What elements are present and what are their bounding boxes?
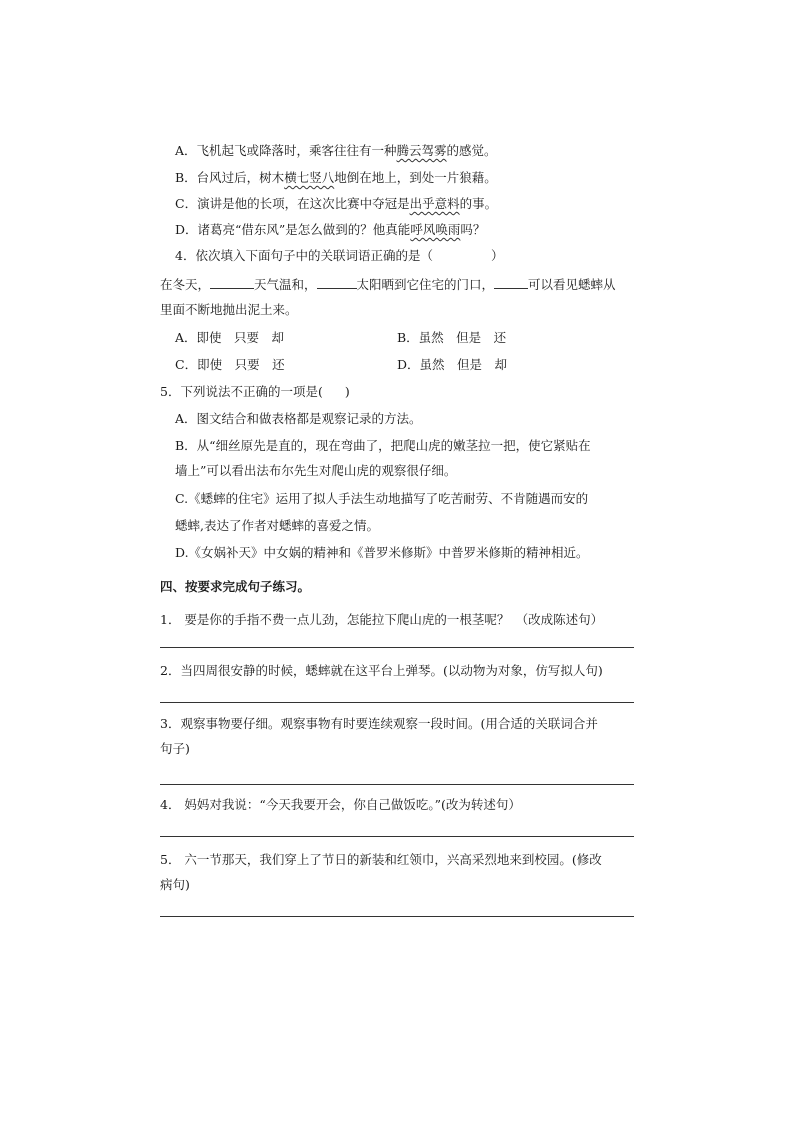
q5-stem (160, 384, 350, 400)
answer-line-4[interactable] (160, 836, 634, 837)
q3-option-b-idiom: 横七竖八 (284, 170, 335, 185)
answer-line-5[interactable] (160, 916, 634, 917)
answer-line-3[interactable] (160, 784, 634, 785)
section4-q3-line2: 句子) (160, 741, 190, 756)
q3-option-d-text: D．诸葛亮“借东风”是怎么做到的？他真能 (175, 222, 411, 237)
q3-option-b (175, 170, 497, 186)
q4-sentence-part3: 太阳晒到它住宅的门口， (356, 277, 495, 292)
section4-q5-line2: 病句) (160, 877, 190, 892)
q4-option-c: C．即使 只要 还 (175, 357, 285, 372)
q5-stem-text: 5．下列说法不正确的一项是( (160, 384, 323, 399)
q4-sentence-part1: 在冬天， (160, 277, 211, 292)
q4-stem (175, 248, 503, 264)
q4-sentence-part4: 可以看见蟋蟀从 (528, 277, 616, 292)
q3-option-c-tail: 的事。 (459, 196, 498, 211)
q4-stem-close: ） (490, 248, 504, 263)
answer-line-2[interactable] (160, 702, 634, 703)
q5-stem-close: ) (344, 384, 350, 399)
q3-option-a-tail: 的感觉。 (446, 143, 497, 158)
q3-option-a-text: A．飞机起飞或降落时，乘客往往有一种 (175, 143, 397, 158)
q5-option-b-line1: B．从“细丝原先是直的，现在弯曲了，把爬山虎的嫩茎拉一把，使它紧贴在 (175, 438, 591, 453)
q3-option-d (175, 222, 485, 238)
q4-blank-3[interactable] (494, 276, 528, 289)
section4-q5-line1: 5． 六一节那天，我们穿上了节日的新装和红领巾，兴高采烈地来到校园。(修改 (160, 852, 602, 867)
q3-option-d-idiom: 呼风唤雨 (410, 222, 461, 237)
q4-option-b: B．虽然 但是 还 (397, 330, 507, 345)
q4-blank-1[interactable] (210, 276, 254, 289)
q3-option-a (175, 143, 497, 159)
q5-option-a: A．图文结合和做表格都是观察记录的方法。 (175, 411, 422, 426)
q5-option-c-line2: 蟋蟀,表达了作者对蟋蟀的喜爱之情。 (175, 518, 379, 533)
section4-q4: 4． 妈妈对我说：“今天我要开会，你自己做饭吃。”(改为转述句） (160, 797, 521, 812)
q4-sentence-part2: 天气温和， (254, 277, 317, 292)
answer-line-1[interactable] (160, 647, 634, 648)
q3-option-c-idiom: 出乎意料 (409, 196, 460, 211)
q4-sentence (160, 276, 616, 293)
section4-q1: 1． 要是你的手指不费一点儿劲，怎能拉下爬山虎的一根茎呢？ （改成陈述句） (160, 612, 604, 627)
q4-option-a: A．即使 只要 却 (175, 330, 285, 345)
q4-stem-text: 4．依次填入下面句子中的关联词语正确的是（ (175, 248, 433, 263)
q4-options-row1 (175, 330, 284, 346)
q4-blank-2[interactable] (317, 276, 357, 289)
q3-option-b-tail: 地倒在地上，到处一片狼藉。 (334, 170, 497, 185)
section4-q3-line1: 3．观察事物要仔细。观察事物有时要连续观察一段时间。(用合适的关联词合并 (160, 716, 598, 731)
q3-option-a-idiom: 腾云驾雾 (396, 143, 447, 158)
q3-option-c-text: C．演讲是他的长项，在这次比赛中夺冠是 (175, 196, 410, 211)
q5-option-c-line1: C.《蟋蟀的住宅》运用了拟人手法生动地描写了吃苦耐劳、不肯随遇而安的 (175, 491, 589, 506)
q3-option-c (175, 196, 497, 212)
q5-option-d: D.《女娲补天》中女娲的精神和《普罗米修斯》中普罗米修斯的精神相近。 (175, 545, 589, 560)
section4-heading: 四、按要求完成句子练习。 (160, 579, 311, 594)
q4-sentence-line2: 里面不断地抛出泥土来。 (160, 302, 298, 317)
q5-option-b-line2: 墙上”可以看出法布尔先生对爬山虎的观察很仔细。 (175, 463, 457, 478)
q3-option-b-text: B．台风过后，树木 (175, 170, 285, 185)
q3-option-d-tail: 吗？ (460, 222, 486, 237)
q4-options-row2 (175, 357, 285, 373)
section4-q2: 2．当四周很安静的时候，蟋蟀就在这平台上弹琴。(以动物为对象，仿写拟人句) (160, 663, 603, 678)
q4-option-d: D．虽然 但是 却 (397, 357, 508, 372)
